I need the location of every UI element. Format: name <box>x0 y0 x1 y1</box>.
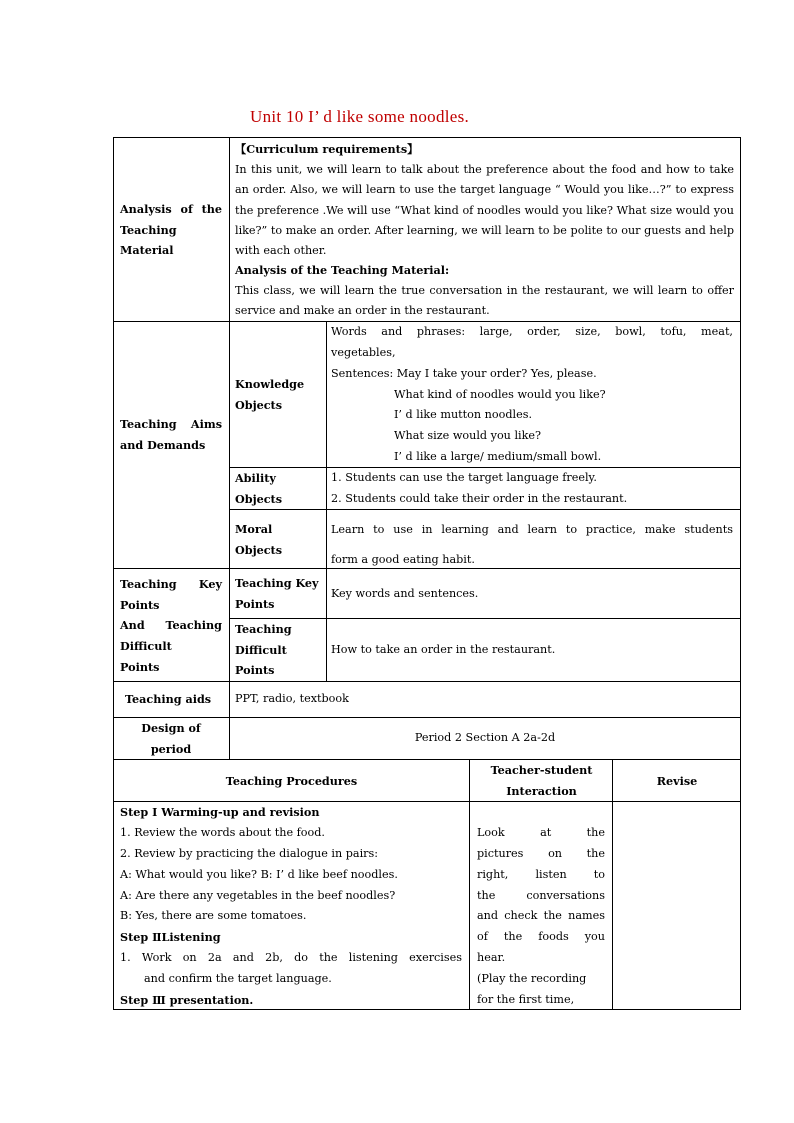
row-divider <box>114 681 740 682</box>
procedure-line: B: Yes, there are some tomatoes. <box>120 909 307 922</box>
analysis-text: This class, we will learn the true conversation in the restaurant, we will learn to offer service and make an order in the restaurant. <box>235 284 734 318</box>
interaction-line: for the first time, <box>477 993 575 1006</box>
knowledge-sentence: Sentences: May I take your order? Yes, please. <box>331 367 597 380</box>
aims-label: Teaching Aims and Demands <box>120 417 222 452</box>
analysis-label: Analysis of the Teaching Material <box>120 202 222 258</box>
procedure-line: and confirm the target language. <box>144 972 332 985</box>
teaching-key-label: Teaching Key Points <box>235 576 319 611</box>
key-points-label: Teaching Key Points And Teaching Difficult Points <box>120 577 222 674</box>
aids-label: Teaching aids <box>125 692 212 706</box>
knowledge-label: Knowledge Objects <box>235 377 305 412</box>
knowledge-sentence: What size would you like? <box>394 429 541 442</box>
knowledge-words: Words and phrases: large, order, size, bowl, tofu, meat, <box>331 325 733 338</box>
document-title: Unit 10 I’ d like some noodles. <box>250 107 470 126</box>
curriculum-heading: 【Curriculum requirements】 <box>235 142 419 156</box>
procedure-line: 2. Review by practicing the dialogue in pairs: <box>120 847 379 860</box>
teaching-difficult-label: Teaching Difficult Points <box>235 622 292 678</box>
ability-item: 2. Students could take their order in the restaurant. <box>331 492 628 505</box>
moral-text: Learn to use in learning and learn to practice, make students <box>331 523 733 536</box>
interaction-line: right, listen to <box>477 868 605 881</box>
interaction-line: hear. <box>477 951 506 964</box>
knowledge-sentence: I’ d like mutton noodles. <box>394 408 532 421</box>
procedure-line: 1. Work on 2a and 2b, do the listening exercises <box>120 951 462 964</box>
aids-text: PPT, radio, textbook <box>235 692 349 705</box>
interaction-line: the conversations <box>477 889 605 902</box>
procedures-header: Teaching Procedures <box>225 774 358 788</box>
row-divider <box>230 618 740 619</box>
interaction-line: of the foods you <box>477 930 605 943</box>
ability-label: Ability Objects <box>235 471 283 506</box>
knowledge-sentence: I’ d like a large/ medium/small bowl. <box>394 450 602 463</box>
interaction-line: (Play the recording <box>477 972 587 985</box>
procedure-line: A: What would you like? B: I’ d like beef noodles. <box>120 868 398 881</box>
design-text: Period 2 Section A 2a-2d <box>414 731 556 744</box>
curriculum-text: In this unit, we will learn to talk about the preference about the food and how to take an order. Also, we will learn to use the target language “ Would you like…?” to express the preference .We will use “What kind of noodles would you like? What size would you like?” to make an order. After learning, we will learn to be polite to our guests and help with each other. <box>235 163 734 258</box>
knowledge-sentence: What kind of noodles would you like? <box>394 388 606 401</box>
design-label: Design of period <box>141 721 201 756</box>
interaction-line: Look at the <box>477 826 605 839</box>
moral-text-cont: form a good eating habit. <box>331 553 475 566</box>
teaching-key-text: Key words and sentences. <box>331 587 479 600</box>
procedure-step: Step ⅡListening <box>120 930 221 944</box>
interaction-line: pictures on the <box>477 847 605 860</box>
procedure-step: Step Ⅲ presentation. <box>120 993 254 1007</box>
revise-header: Revise <box>656 774 698 788</box>
moral-label: Moral Objects <box>235 522 283 557</box>
column-divider <box>229 138 230 759</box>
procedure-step: Step I Warming-up and revision <box>120 805 320 819</box>
teaching-difficult-text: How to take an order in the restaurant. <box>331 643 556 656</box>
knowledge-words-cont: vegetables, <box>331 346 396 359</box>
ability-item: 1. Students can use the target language freely. <box>331 471 597 484</box>
column-divider <box>326 321 327 681</box>
procedure-line: 1. Review the words about the food. <box>120 826 325 839</box>
interaction-header: Teacher-student Interaction <box>490 763 593 798</box>
interaction-line: and check the names <box>477 909 605 922</box>
procedure-line: A: Are there any vegetables in the beef noodles? <box>120 889 396 902</box>
analysis-heading: Analysis of the Teaching Material: <box>235 263 450 277</box>
